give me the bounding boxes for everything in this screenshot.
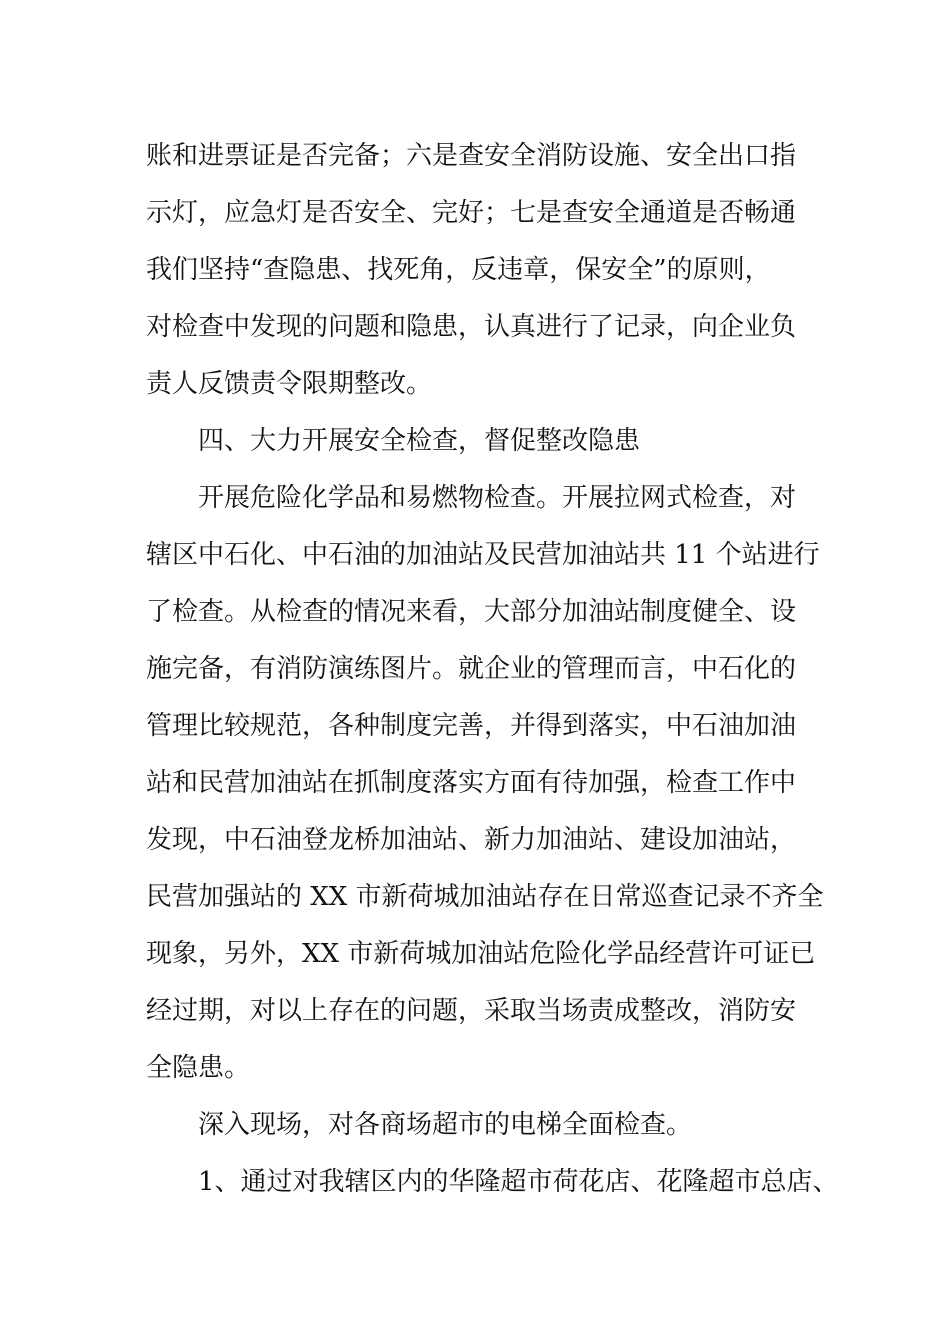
- text-line: 责人反馈责令限期整改。: [146, 369, 433, 399]
- text-line: 账和进票证是否完备；六是查安全消防设施、安全出口指: [146, 141, 797, 171]
- text-line: 管理比较规范，各种制度完善，并得到落实，中石油加油: [146, 711, 797, 741]
- text-line: 示灯，应急灯是否安全、完好；七是查安全通道是否畅通: [146, 198, 797, 228]
- text-line: 我们坚持“查隐患、找死角，反违章，保安全”的原则，: [146, 255, 771, 285]
- text-line: 发现，中石油登龙桥加油站、新力加油站、建设加油站，: [146, 825, 797, 855]
- section-heading: 四、大力开展安全检查，督促整改隐患: [198, 426, 641, 456]
- paragraph-start: 深入现场，对各商场超市的电梯全面检查。: [198, 1110, 693, 1140]
- text-line: 辖区中石化、中石油的加油站及民营加油站共 11 个站进行: [146, 540, 820, 570]
- text-line: 经过期，对以上存在的问题，采取当场责成整改，消防安: [146, 996, 797, 1026]
- text-line: 全隐患。: [146, 1053, 251, 1083]
- text-line: 施完备，有消防演练图片。就企业的管理而言，中石化的: [146, 654, 797, 684]
- text-line: 现象，另外，XX 市新荷城加油站危险化学品经营许可证已: [146, 939, 816, 969]
- text-line: 了检查。从检查的情况来看，大部分加油站制度健全、设: [146, 597, 797, 627]
- text-line: 站和民营加油站在抓制度落实方面有待加强，检查工作中: [146, 768, 797, 798]
- text-line: 民营加强站的 XX 市新荷城加油站存在日常巡查记录不齐全: [146, 882, 824, 912]
- paragraph-start: 1、通过对我辖区内的华隆超市荷花店、花隆超市总店、: [198, 1167, 839, 1197]
- text-line: 对检查中发现的问题和隐患，认真进行了记录，向企业负: [146, 312, 797, 342]
- document-body: [146, 128, 839, 1211]
- paragraph-start: 开展危险化学品和易燃物检查。开展拉网式检查，对: [198, 483, 797, 513]
